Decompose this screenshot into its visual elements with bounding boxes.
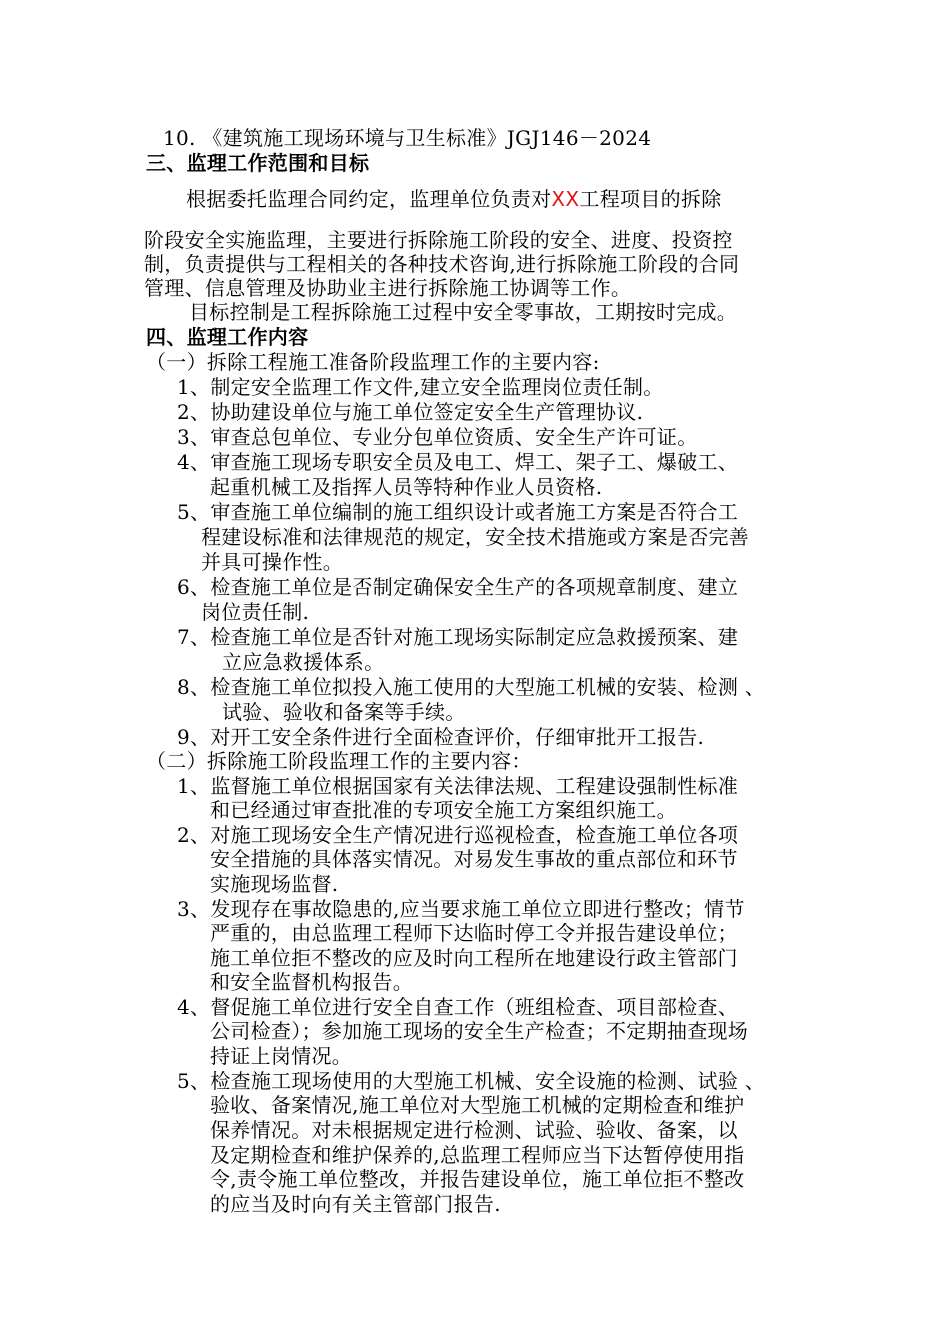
text-segment: 根据委托监理合同约定，监理单位负责对 [186,187,552,211]
list-item-continuation: 公司检查）；参加施工现场的安全生产检查；不定期抽查现场 [210,1019,749,1043]
section-3-paragraph-1-line-4: 管理、信息管理及协助业主进行拆除施工协调等工作。 [144,276,632,300]
list-item: 3、发现存在事故隐患的,应当要求施工单位立即进行整改；情节 [177,897,745,921]
list-item-continuation: 实施现场监督. [210,872,339,896]
section-3-paragraph-1-line-1 [186,187,722,211]
list-item: 6、检查施工单位是否制定确保安全生产的各项规章制度、建立 [177,575,739,599]
list-item-continuation: 立应急救援体系。 [222,650,385,674]
list-item-continuation: 安全措施的具体落实情况。对易发生事故的重点部位和环节 [210,847,738,871]
list-item-continuation: 和安全监督机构报告。 [210,970,413,994]
list-item-continuation: 验收、备案情况,施工单位对大型施工机械的定期检查和维护 [210,1093,745,1117]
section-4-heading: 四、监理工作内容 [146,325,309,349]
list-item-continuation: 令,责令施工单位整改，并报告建设单位，施工单位拒不整改 [210,1167,745,1191]
list-item: 9、对开工安全条件进行全面检查评价，仔细审批开工报告. [177,725,705,749]
list-item: 1、监督施工单位根据国家有关法律法规、工程建设强制性标准 [177,774,739,798]
list-item-continuation: 岗位责任制. [201,600,310,624]
list-item: 8、检查施工单位拟投入施工使用的大型施工机械的安装、检测 、 [177,675,766,699]
list-item-continuation: 起重机械工及指挥人员等特种作业人员资格. [210,475,603,499]
subsection-1-heading: （一）拆除工程施工准备阶段监理工作的主要内容: [146,350,600,374]
section-3-paragraph-2: 目标控制是工程拆除施工过程中安全零事故，工期按时完成。 [189,300,738,324]
section-3-paragraph-1-line-3: 制，负责提供与工程相关的各种技术咨询,进行拆除施工阶段的合同 [144,252,740,276]
list-item: 4、审查施工现场专职安全员及电工、焊工、架子工、爆破工、 [177,450,739,474]
list-item-continuation: 持证上岗情况。 [210,1044,353,1068]
list-item: 7、检查施工单位是否针对施工现场实际制定应急救援预案、建 [177,625,739,649]
list-item: 3、审查总包单位、专业分包单位资质、安全生产许可证。 [177,425,698,449]
list-item: 2、对施工现场安全生产情况进行巡视检查，检查施工单位各项 [177,823,739,847]
list-item: 5、检查施工现场使用的大型施工机械、安全设施的检测、试验 、 [177,1069,766,1093]
list-item-continuation: 程建设标准和法律规范的规定，安全技术措施或方案是否完善 [201,525,750,549]
list-item-continuation: 及定期检查和维护保养的,总监理工程师应当下达暂停使用指 [210,1143,745,1167]
text-segment: 工程项目的拆除 [579,187,722,211]
list-item-continuation: 试验、验收和备案等手续。 [222,700,466,724]
placeholder-project-name: XX [551,187,580,211]
list-item-continuation: 保养情况。对未根据规定进行检测、试验、验收、备案，以 [210,1118,738,1142]
list-item-continuation: 施工单位拒不整改的应及时向工程所在地建设行政主管部门 [210,946,738,970]
list-item-continuation: 和已经通过审查批准的专项安全施工方案组织施工。 [210,798,677,822]
reference-item-10: 10. 《建筑施工现场环境与卫生标准》JGJ146－2024 [163,126,652,150]
list-item-continuation: 严重的，由总监理工程师下达临时停工令并报告建设单位； [210,921,738,945]
list-item: 5、审查施工单位编制的施工组织设计或者施工方案是否符合工 [177,500,739,524]
section-3-heading: 三、监理工作范围和目标 [146,151,370,175]
list-item-continuation: 并具可操作性。 [201,550,344,574]
list-item: 2、协助建设单位与施工单位签定安全生产管理协议. [177,400,644,424]
subsection-2-heading: （二）拆除施工阶段监理工作的主要内容： [146,749,532,773]
list-item-continuation: 的应当及时向有关主管部门报告. [210,1192,501,1216]
list-item: 1、制定安全监理工作文件,建立安全监理岗位责任制。 [177,375,664,399]
list-item: 4、督促施工单位进行安全自查工作（班组检查、项目部检查、 [177,995,739,1019]
section-3-paragraph-1-line-2: 阶段安全实施监理，主要进行拆除施工阶段的安全、进度、投资控 [144,228,733,252]
